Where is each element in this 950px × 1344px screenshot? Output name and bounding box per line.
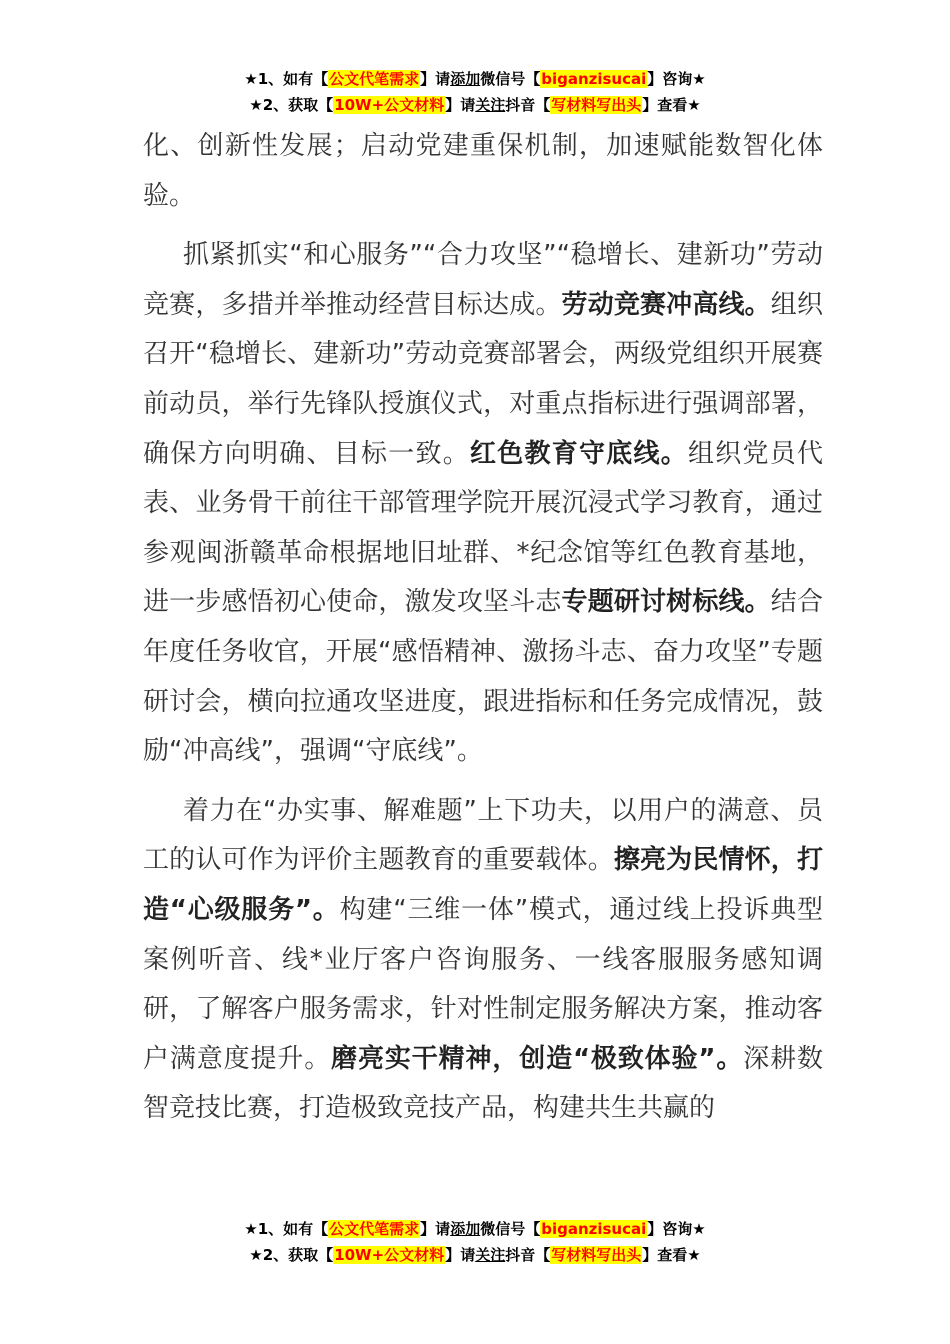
banner-text: 】请 <box>445 1246 476 1264</box>
banner-text: 】查看★ <box>642 1246 701 1264</box>
banner-text: 微信号【 <box>480 70 541 88</box>
bold-heading: 磨亮实干精神，创造“极致体验”。 <box>331 1043 744 1074</box>
paragraph-text: 构建“三维一体”模式，通过线上投诉典型案例听音、线*业厅客户咨询服务、一线客服服务感知调研，了解客户服务需求，针对性制定服务解决方案，推动客户满意度提升。 <box>143 894 823 1074</box>
banner-highlight: biganzisucai <box>541 70 647 88</box>
banner-text: 抖音【 <box>505 1246 551 1264</box>
paragraph-continuation <box>143 122 823 221</box>
banner-text: 】请 <box>445 96 476 114</box>
banner-text: 】请 <box>420 70 451 88</box>
paragraph-text: 着力在“办实事、解难题”上下功夫，以用户的满意、员工的认可作为评价主题教育的重要载体。 <box>143 795 823 876</box>
banner-text: 】咨询★ <box>647 70 706 88</box>
banner-underline: 关注 <box>475 1246 506 1264</box>
paragraph-text: 组织召开“稳增长、建新功”劳动竞赛部署会，两级党组织开展赛前动员，举行先锋队授旗仪式，对重点指标进行强调部署，确保方向明确、目标一致。 <box>143 289 823 469</box>
banner-line-1 <box>0 66 950 92</box>
banner-text: ★1、如有【 <box>244 70 329 88</box>
banner-highlight: 10W+公文材料 <box>334 96 445 114</box>
bold-heading: 劳动竞赛冲高线。 <box>561 289 771 320</box>
paragraph-text: 化、创新性发展；启动党建重保机制，加速赋能数智化体验。 <box>143 131 823 211</box>
banner-text: 抖音【 <box>505 96 551 114</box>
paragraph-text: 抓紧抓实“和心服务”“合力攻坚”“稳增长、建新功”劳动竞赛，多措并举推动经营目标达成。 <box>143 240 823 320</box>
banner-text: 】咨询★ <box>647 1220 706 1238</box>
header-banner <box>0 66 950 118</box>
paragraph-text: 结合年度任务收官，开展“感悟精神、激扬斗志、奋力攻坚”专题研讨会，横向拉通攻坚进度，跟进指标和任务完成情况，鼓励“冲高线”，强调“守底线”。 <box>143 587 823 767</box>
banner-highlight: 公文代笔需求 <box>329 1220 420 1238</box>
bold-heading: 专题研讨树标线。 <box>561 587 771 618</box>
banner-line-1 <box>0 1216 950 1242</box>
paragraph-text: 深耕数智竞技比赛，打造极致竞技产品，构建共生共赢的 <box>143 1043 823 1124</box>
banner-highlight: 10W+公文材料 <box>334 1246 445 1264</box>
banner-highlight: 写材料写出头 <box>551 1246 642 1264</box>
paragraph-practical-work <box>143 787 823 1134</box>
footer-banner <box>0 1216 950 1268</box>
banner-highlight: 公文代笔需求 <box>329 70 420 88</box>
banner-text: 】请 <box>420 1220 451 1238</box>
bold-heading: 擦亮为民情怀，打造“心级服务”。 <box>143 845 823 925</box>
banner-line-2 <box>0 1242 950 1268</box>
banner-underline: 添加 <box>450 1220 481 1238</box>
document-body <box>143 122 823 1144</box>
banner-text: 】查看★ <box>642 96 701 114</box>
banner-text: ★1、如有【 <box>244 1220 329 1238</box>
banner-highlight: biganzisucai <box>541 1220 647 1238</box>
bold-heading: 红色教育守底线。 <box>469 438 688 469</box>
paragraph-labor-competition <box>143 231 823 777</box>
banner-highlight: 写材料写出头 <box>551 96 642 114</box>
banner-text: ★2、获取【 <box>249 1246 334 1264</box>
banner-underline: 关注 <box>475 96 506 114</box>
banner-underline: 添加 <box>450 70 481 88</box>
paragraph-text: 组织党员代表、业务骨干前往干部管理学院开展沉浸式学习教育，通过参观闽浙赣革命根据地旧址群、*纪念馆等红色教育基地，进一步感悟初心使命，激发攻坚斗志 <box>143 438 823 618</box>
banner-line-2 <box>0 92 950 118</box>
banner-text: ★2、获取【 <box>249 96 334 114</box>
banner-text: 微信号【 <box>480 1220 541 1238</box>
